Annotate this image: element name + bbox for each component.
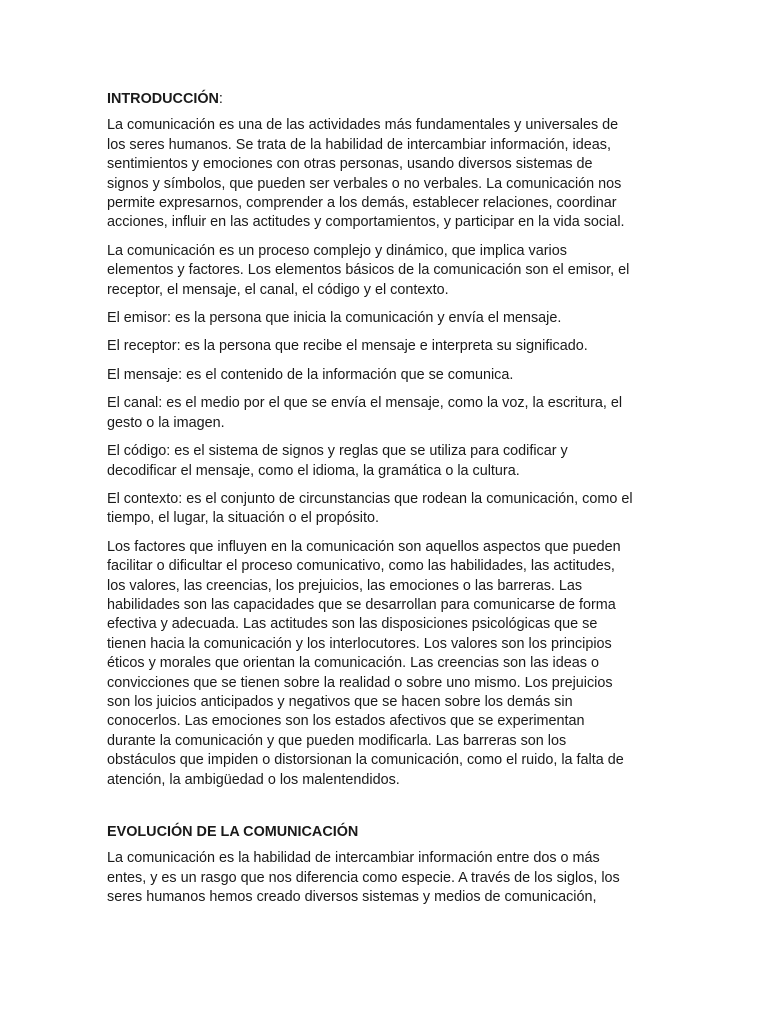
document-page bbox=[107, 90, 663, 917]
section-heading-evolucion: EVOLUCIÓN DE LA COMUNICACIÓN bbox=[107, 824, 359, 840]
paragraph-evolucion: La comunicación es la habilidad de intercambiar información entre dos o más entes, y es un rasgo que nos diferencia como especie. A través de los siglos, los seres humanos hemos creado diversos sistemas y medios de comunicación, bbox=[107, 850, 620, 906]
heading-colon: : bbox=[218, 91, 223, 107]
section-heading-introduccion bbox=[107, 90, 663, 109]
paragraph-codigo: El código: es el sistema de signos y reglas que se utiliza para codificar y decodificar el mensaje, como el idioma, la gramática o la cultura. bbox=[107, 443, 568, 479]
paragraph-factores: Los factores que influyen en la comunicación son aquellos aspectos que pueden facilitar o dificultar el proceso comunicativo, como las habilidades, las actitudes, los valores, las creencias, los prejuicios, las emociones o las barreras. Las habilidades son las capacidades que se desarrollan para comunicarse de forma efectiva y adecuada. Las actitudes son las disposiciones psicológicas que se tienen hacia la comunicación y los interlocutores. Los valores son los principios éticos y morales que orientan la comunicación. Las creencias son las ideas o convicciones que se tienen sobre la realidad o sobre uno mismo. Los prejuicios son los juicios anticipados y negativos que se hacen sobre los demás sin conocerlos. Las emociones son los estados afectivos que se experimentan durante la comunicación y que pueden modificarla. Las barreras son los obstáculos que impiden o distorsionan la comunicación, como el ruido, la falta de atención, la ambigüedad o los malentendidos. bbox=[107, 538, 624, 788]
paragraph-intro: La comunicación es una de las actividades más fundamentales y universales de los seres humanos. Se trata de la habilidad de intercambiar información, ideas, sentimientos y emociones con otras personas, usando diversos sistemas de signos y símbolos, que pueden ser verbales o no verbales. La comunicación nos permite expresarnos, comprender a los demás, establecer relaciones, coordinar acciones, influir en las actitudes y comportamientos, y participar en la vida social. bbox=[107, 117, 625, 231]
paragraph-mensaje: El mensaje: es el contenido de la información que se comunica. bbox=[107, 366, 514, 383]
paragraph-receptor: El receptor: es la persona que recibe el mensaje e interpreta su significado. bbox=[107, 338, 588, 355]
paragraph-emisor: El emisor: es la persona que inicia la comunicación y envía el mensaje. bbox=[107, 310, 562, 327]
paragraph-canal: El canal: es el medio por el que se envía el mensaje, como la voz, la escritura, el gesto o la imagen. bbox=[107, 395, 623, 431]
section-spacer bbox=[107, 799, 663, 823]
paragraph-proceso: La comunicación es un proceso complejo y dinámico, que implica varios elementos y factores. Los elementos básicos de la comunicación son el emisor, el receptor, el mensaje, el canal, el código y el contexto. bbox=[107, 242, 630, 298]
heading-text: INTRODUCCIÓN bbox=[107, 91, 219, 107]
paragraph-contexto: El contexto: es el conjunto de circunstancias que rodean la comunicación, como el tiempo, el lugar, la situación o el propósito. bbox=[107, 490, 633, 527]
